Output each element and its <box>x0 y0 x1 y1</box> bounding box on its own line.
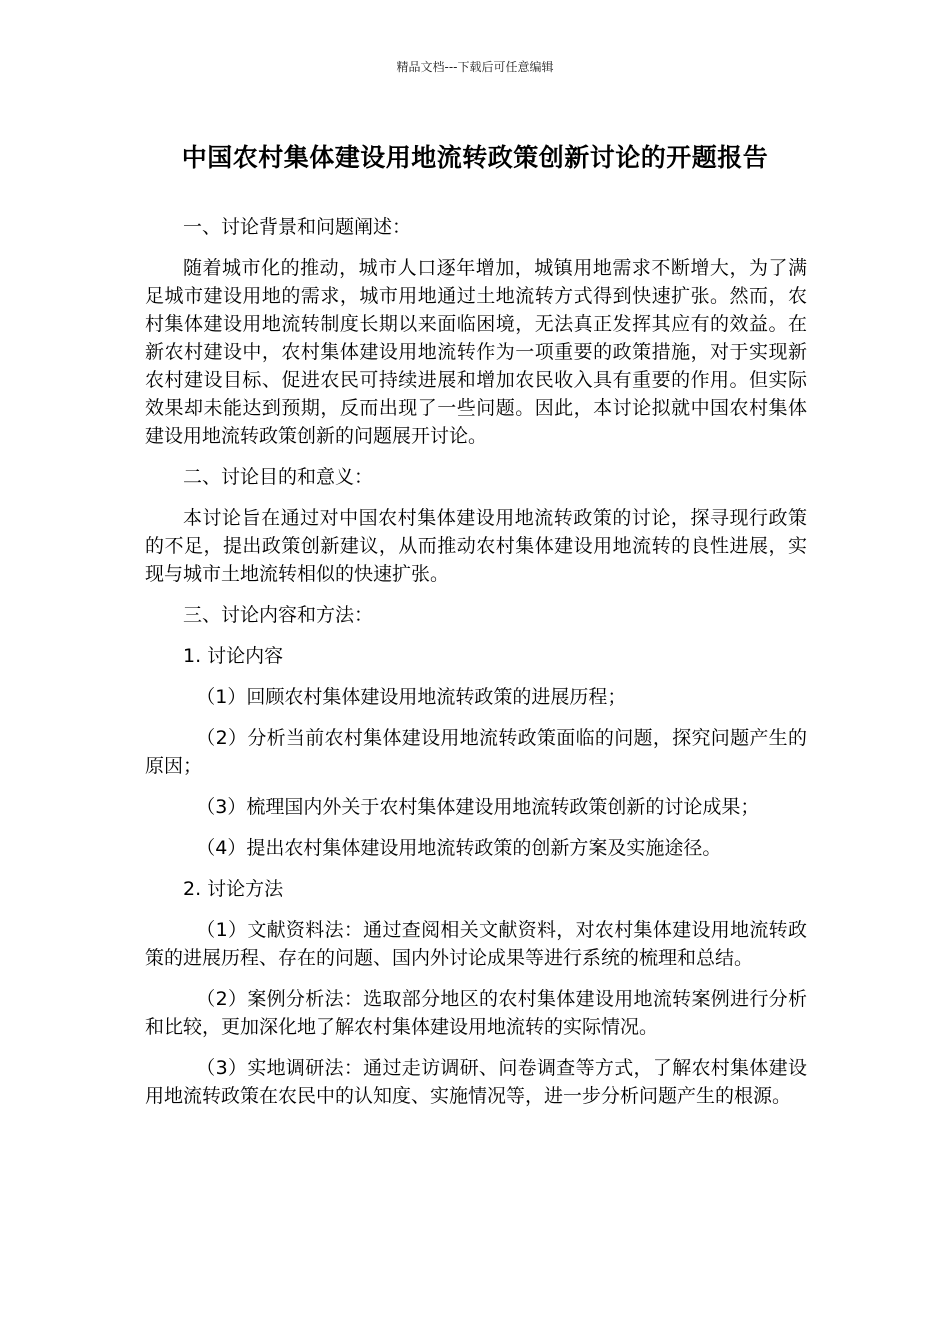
paragraph-purpose: 本讨论旨在通过对中国农村集体建设用地流转政策的讨论，探寻现行政策的不足，提出政策创新建议，从而推动农村集体建设用地流转的良性进展，实现与城市土地流转相似的快速扩张。 <box>145 507 807 585</box>
content-item-1: （1）回顾农村集体建设用地流转政策的进展历程； <box>196 686 627 708</box>
document-body <box>145 213 807 1123</box>
section-heading-background: 一、讨论背景和问题阐述： <box>183 216 412 238</box>
method-item-1: （1）文献资料法：通过查阅相关文献资料，对农村集体建设用地流转政策的进展历程、存在的问题、国内外讨论成果等进行系统的梳理和总结。 <box>145 919 807 969</box>
document-title: 中国农村集体建设用地流转政策创新讨论的开题报告 <box>181 143 769 172</box>
content-item-4: （4）提出农村集体建设用地流转政策的创新方案及实施途径。 <box>196 837 722 859</box>
method-item-2: （2）案例分析法：选取部分地区的农村集体建设用地流转案例进行分析和比较，更加深化地了解农村集体建设用地流转的实际情况。 <box>145 988 807 1038</box>
section-heading-purpose: 二、讨论目的和意义： <box>183 466 374 488</box>
page-header: 精品文档---下载后可任意编辑 <box>396 60 554 74</box>
subheading-method: 2. 讨论方法 <box>183 878 284 900</box>
content-item-3: （3）梳理国内外关于农村集体建设用地流转政策创新的讨论成果； <box>196 796 760 818</box>
content-item-2: （2）分析当前农村集体建设用地流转政策面临的问题，探究问题产生的原因； <box>145 727 807 777</box>
method-item-3: （3）实地调研法：通过走访调研、问卷调查等方式，了解农村集体建设用地流转政策在农民中的认知度、实施情况等，进一步分析问题产生的根源。 <box>145 1057 807 1107</box>
paragraph-background: 随着城市化的推动，城市人口逐年增加，城镇用地需求不断增大，为了满足城市建设用地的需求，城市用地通过土地流转方式得到快速扩张。然而，农村集体建设用地流转制度长期以来面临困境，无法真正发挥其应有的效益。在新农村建设中，农村集体建设用地流转作为一项重要的政策措施，对于实现新农村建设目标、促进农民可持续进展和增加农民收入具有重要的作用。但实际效果却未能达到预期，反而出现了一些问题。因此，本讨论拟就中国农村集体建设用地流转政策创新的问题展开讨论。 <box>145 257 807 447</box>
section-heading-content-method: 三、讨论内容和方法： <box>183 604 374 626</box>
subheading-content: 1. 讨论内容 <box>183 645 284 667</box>
